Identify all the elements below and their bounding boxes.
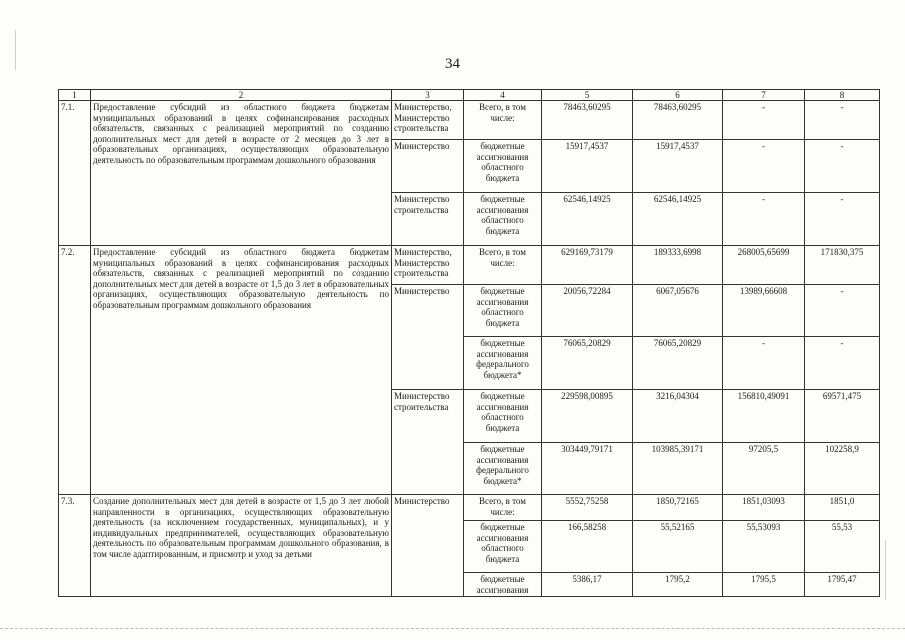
header-cell: 4 <box>464 90 542 101</box>
org-cell: Министерство <box>392 140 464 193</box>
item-number: 7.2. <box>59 246 91 495</box>
header-cell: 3 <box>392 90 464 101</box>
value-cell: 15917,4537 <box>542 140 633 193</box>
header-row <box>59 90 880 101</box>
value-cell: 97205,5 <box>723 443 805 495</box>
value-cell: 13989,66608 <box>723 285 805 337</box>
page-number: 34 <box>445 56 460 72</box>
value-cell: 102258,9 <box>805 443 880 495</box>
source-cell: бюджетные ассигнования <box>464 573 542 597</box>
value-cell: 69571,475 <box>805 390 880 443</box>
header-cell: 2 <box>91 90 392 101</box>
value-cell: - <box>723 101 805 140</box>
value-cell: - <box>805 101 880 140</box>
value-cell: 1795,5 <box>723 573 805 597</box>
value-cell: 229598,00895 <box>542 390 633 443</box>
org-cell: Министерство, Министерство строительства <box>392 101 464 140</box>
header-cell: 1 <box>59 90 91 101</box>
source-cell: бюджетные ассигнования областного бюджета <box>464 521 542 573</box>
value-cell: 76065,20829 <box>542 337 633 390</box>
value-cell: 303449,79171 <box>542 443 633 495</box>
budget-table <box>58 89 880 597</box>
value-cell: 171830,375 <box>805 246 880 285</box>
scan-artifact <box>0 628 905 630</box>
value-cell: - <box>805 285 880 337</box>
org-cell: Министерство строительства <box>392 390 464 495</box>
header-cell: 7 <box>723 90 805 101</box>
table-row <box>59 246 880 285</box>
source-cell: бюджетные ассигнования областного бюджета <box>464 390 542 443</box>
item-number: 7.1. <box>59 101 91 246</box>
value-cell: 76065,20829 <box>633 337 723 390</box>
header-cell: 6 <box>633 90 723 101</box>
value-cell: 1851,0 <box>805 495 880 521</box>
table-row <box>59 101 880 140</box>
item-description: Предоставление субсидий из областного бюджета бюджетам муниципальных образований в целях софинансирования расходных обязательств, связанных с реализацией мероприятий по созданию дополнительных мест для детей в возрасте от 2 месяцев до 3 лет в образовательных организациях, осуществляющих образовательную деятельность по образовательным программам дошкольного образования <box>91 101 392 246</box>
value-cell: 55,53 <box>805 521 880 573</box>
source-cell: бюджетные ассигнования областного бюджета <box>464 140 542 193</box>
value-cell: 1850,72165 <box>633 495 723 521</box>
value-cell: 103985,39171 <box>633 443 723 495</box>
org-cell: Министерство <box>392 285 464 390</box>
value-cell: 156810,49091 <box>723 390 805 443</box>
org-cell: Министерство, Министерство строительства <box>392 246 464 285</box>
source-cell: бюджетные ассигнования областного бюджета <box>464 285 542 337</box>
value-cell: 20056,72284 <box>542 285 633 337</box>
value-cell: 1795,2 <box>633 573 723 597</box>
value-cell: 55,53093 <box>723 521 805 573</box>
scan-artifact <box>885 540 886 600</box>
value-cell: 55,52165 <box>633 521 723 573</box>
value-cell: 1851,03093 <box>723 495 805 521</box>
value-cell: - <box>805 193 880 246</box>
value-cell: - <box>723 337 805 390</box>
value-cell: 3216,04304 <box>633 390 723 443</box>
value-cell: 5386,17 <box>542 573 633 597</box>
source-cell: Всего, в том числе: <box>464 495 542 521</box>
value-cell: 62546,14925 <box>542 193 633 246</box>
source-cell: бюджетные ассигнования областного бюджета <box>464 193 542 246</box>
value-cell: 268005,65699 <box>723 246 805 285</box>
item-description: Предоставление субсидий из областного бюджета бюджетам муниципальных образований в целях софинансирования расходных обязательств, связанных с реализацией мероприятий по созданию дополнительных мест для детей в возрасте от 1,5 до 3 лет в образовательных организациях, осуществляющих образовательную деятельность по образовательным программам дошкольного образования <box>91 246 392 495</box>
value-cell: 5552,75258 <box>542 495 633 521</box>
item-description: Создание дополнительных мест для детей в возрасте от 1,5 до 3 лет любой направленности в организациях, осуществляющих образовательную деятельность (за исключением государственных, муниципальных), и у индивидуальных предпринимателей, осуществляющих образовательную деятельность по образовательным программам дошкольного образования, в том числе адаптированным, и присмотр и уход за детьми <box>91 495 392 597</box>
value-cell: 62546,14925 <box>633 193 723 246</box>
value-cell: 189333,6998 <box>633 246 723 285</box>
value-cell: 78463,60295 <box>633 101 723 140</box>
source-cell: бюджетные ассигнования федерального бюджета* <box>464 443 542 495</box>
value-cell: 78463,60295 <box>542 101 633 140</box>
org-cell: Министерство <box>392 495 464 597</box>
value-cell: 166,58258 <box>542 521 633 573</box>
value-cell: - <box>723 140 805 193</box>
source-cell: бюджетные ассигнования федерального бюджета* <box>464 337 542 390</box>
source-cell: Всего, в том числе: <box>464 246 542 285</box>
header-cell: 5 <box>542 90 633 101</box>
value-cell: - <box>805 140 880 193</box>
value-cell: 629169,73179 <box>542 246 633 285</box>
scan-artifact <box>15 30 16 70</box>
source-cell: Всего, в том числе: <box>464 101 542 140</box>
value-cell: - <box>805 337 880 390</box>
header-cell: 8 <box>805 90 880 101</box>
value-cell: 15917,4537 <box>633 140 723 193</box>
item-number: 7.3. <box>59 495 91 597</box>
org-cell: Министерство строительства <box>392 193 464 246</box>
value-cell: - <box>723 193 805 246</box>
table-row <box>59 495 880 521</box>
value-cell: 1795,47 <box>805 573 880 597</box>
value-cell: 6067,05676 <box>633 285 723 337</box>
